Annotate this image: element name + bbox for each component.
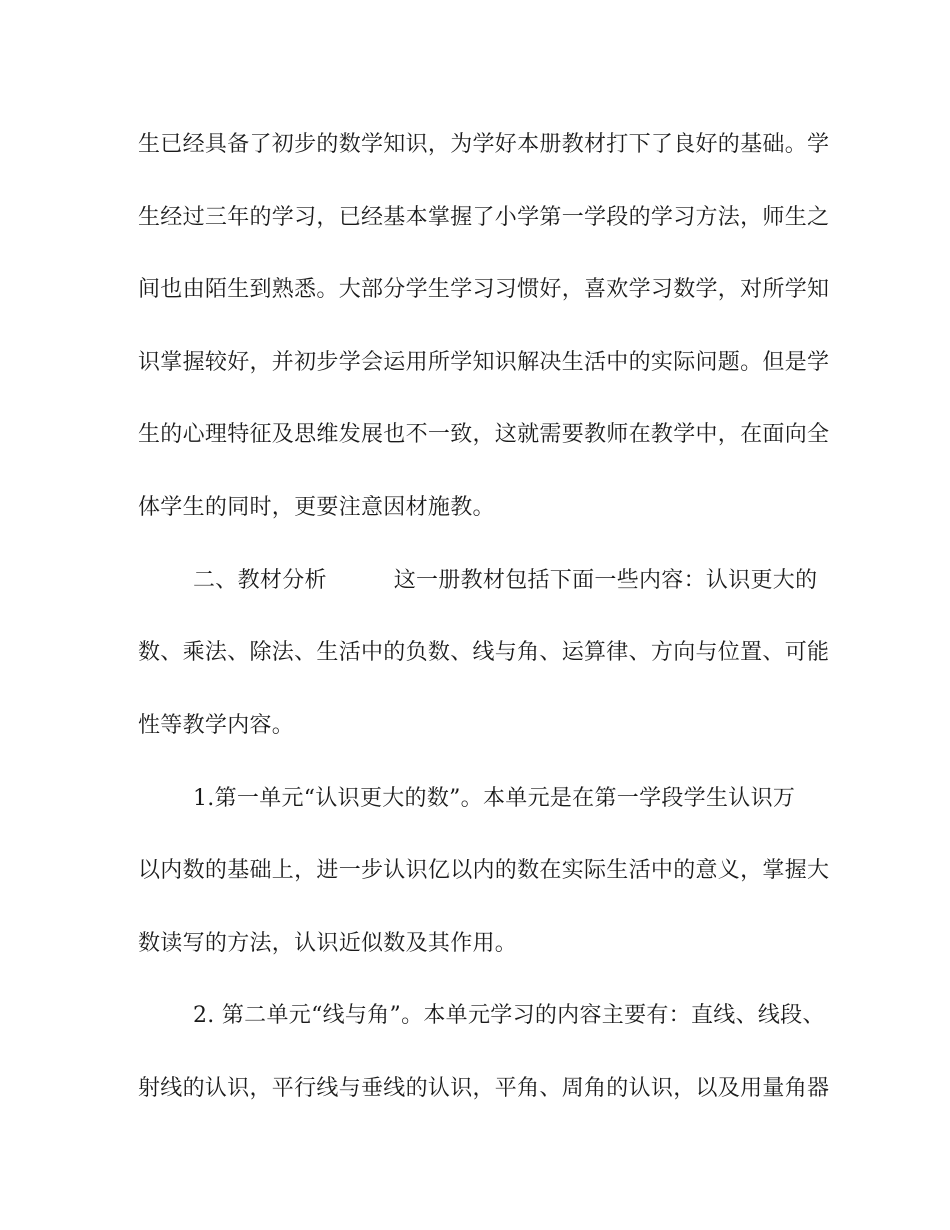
- text-line: 性等教学内容。: [138, 713, 295, 738]
- text-line: 数、乘法、除法、生活中的负数、线与角、运算律、方向与位置、可能: [138, 640, 830, 665]
- text-line: 射线的认识，平行线与垂线的认识，平角、周角的认识，以及用量角器: [138, 1076, 830, 1101]
- text-line: 数读写的方法，认识近似数及其作用。: [138, 931, 518, 956]
- text-line: 识掌握较好，并初步学会运用所学知识解决生活中的实际问题。但是学: [138, 350, 830, 375]
- text-line: 间也由陌生到熟悉。大部分学生学习习惯好，喜欢学习数学，对所学知: [138, 277, 830, 302]
- text-line: 生经过三年的学习，已经基本掌握了小学第一学段的学习方法，师生之: [138, 205, 830, 230]
- text-line: 体学生的同时，更要注意因材施教。: [138, 495, 495, 520]
- text-line: 以内数的基础上，进一步认识亿以内的数在实际生活中的意义，掌握大: [138, 858, 830, 883]
- section-heading-line: 二、教材分析 这一册教材包括下面一些内容：认识更大的: [193, 568, 818, 593]
- list-item-line: 2. 第二单元“线与角”。本单元学习的内容主要有：直线、线段、: [193, 1003, 825, 1028]
- text-line: 生的心理特征及思维发展也不一致，这就需要教师在教学中，在面向全: [138, 422, 830, 447]
- list-item-line: 1.第一单元“认识更大的数”。本单元是在第一学段学生认识万: [193, 786, 796, 811]
- text-line: 生已经具备了初步的数学知识，为学好本册教材打下了良好的基础。学: [138, 132, 830, 157]
